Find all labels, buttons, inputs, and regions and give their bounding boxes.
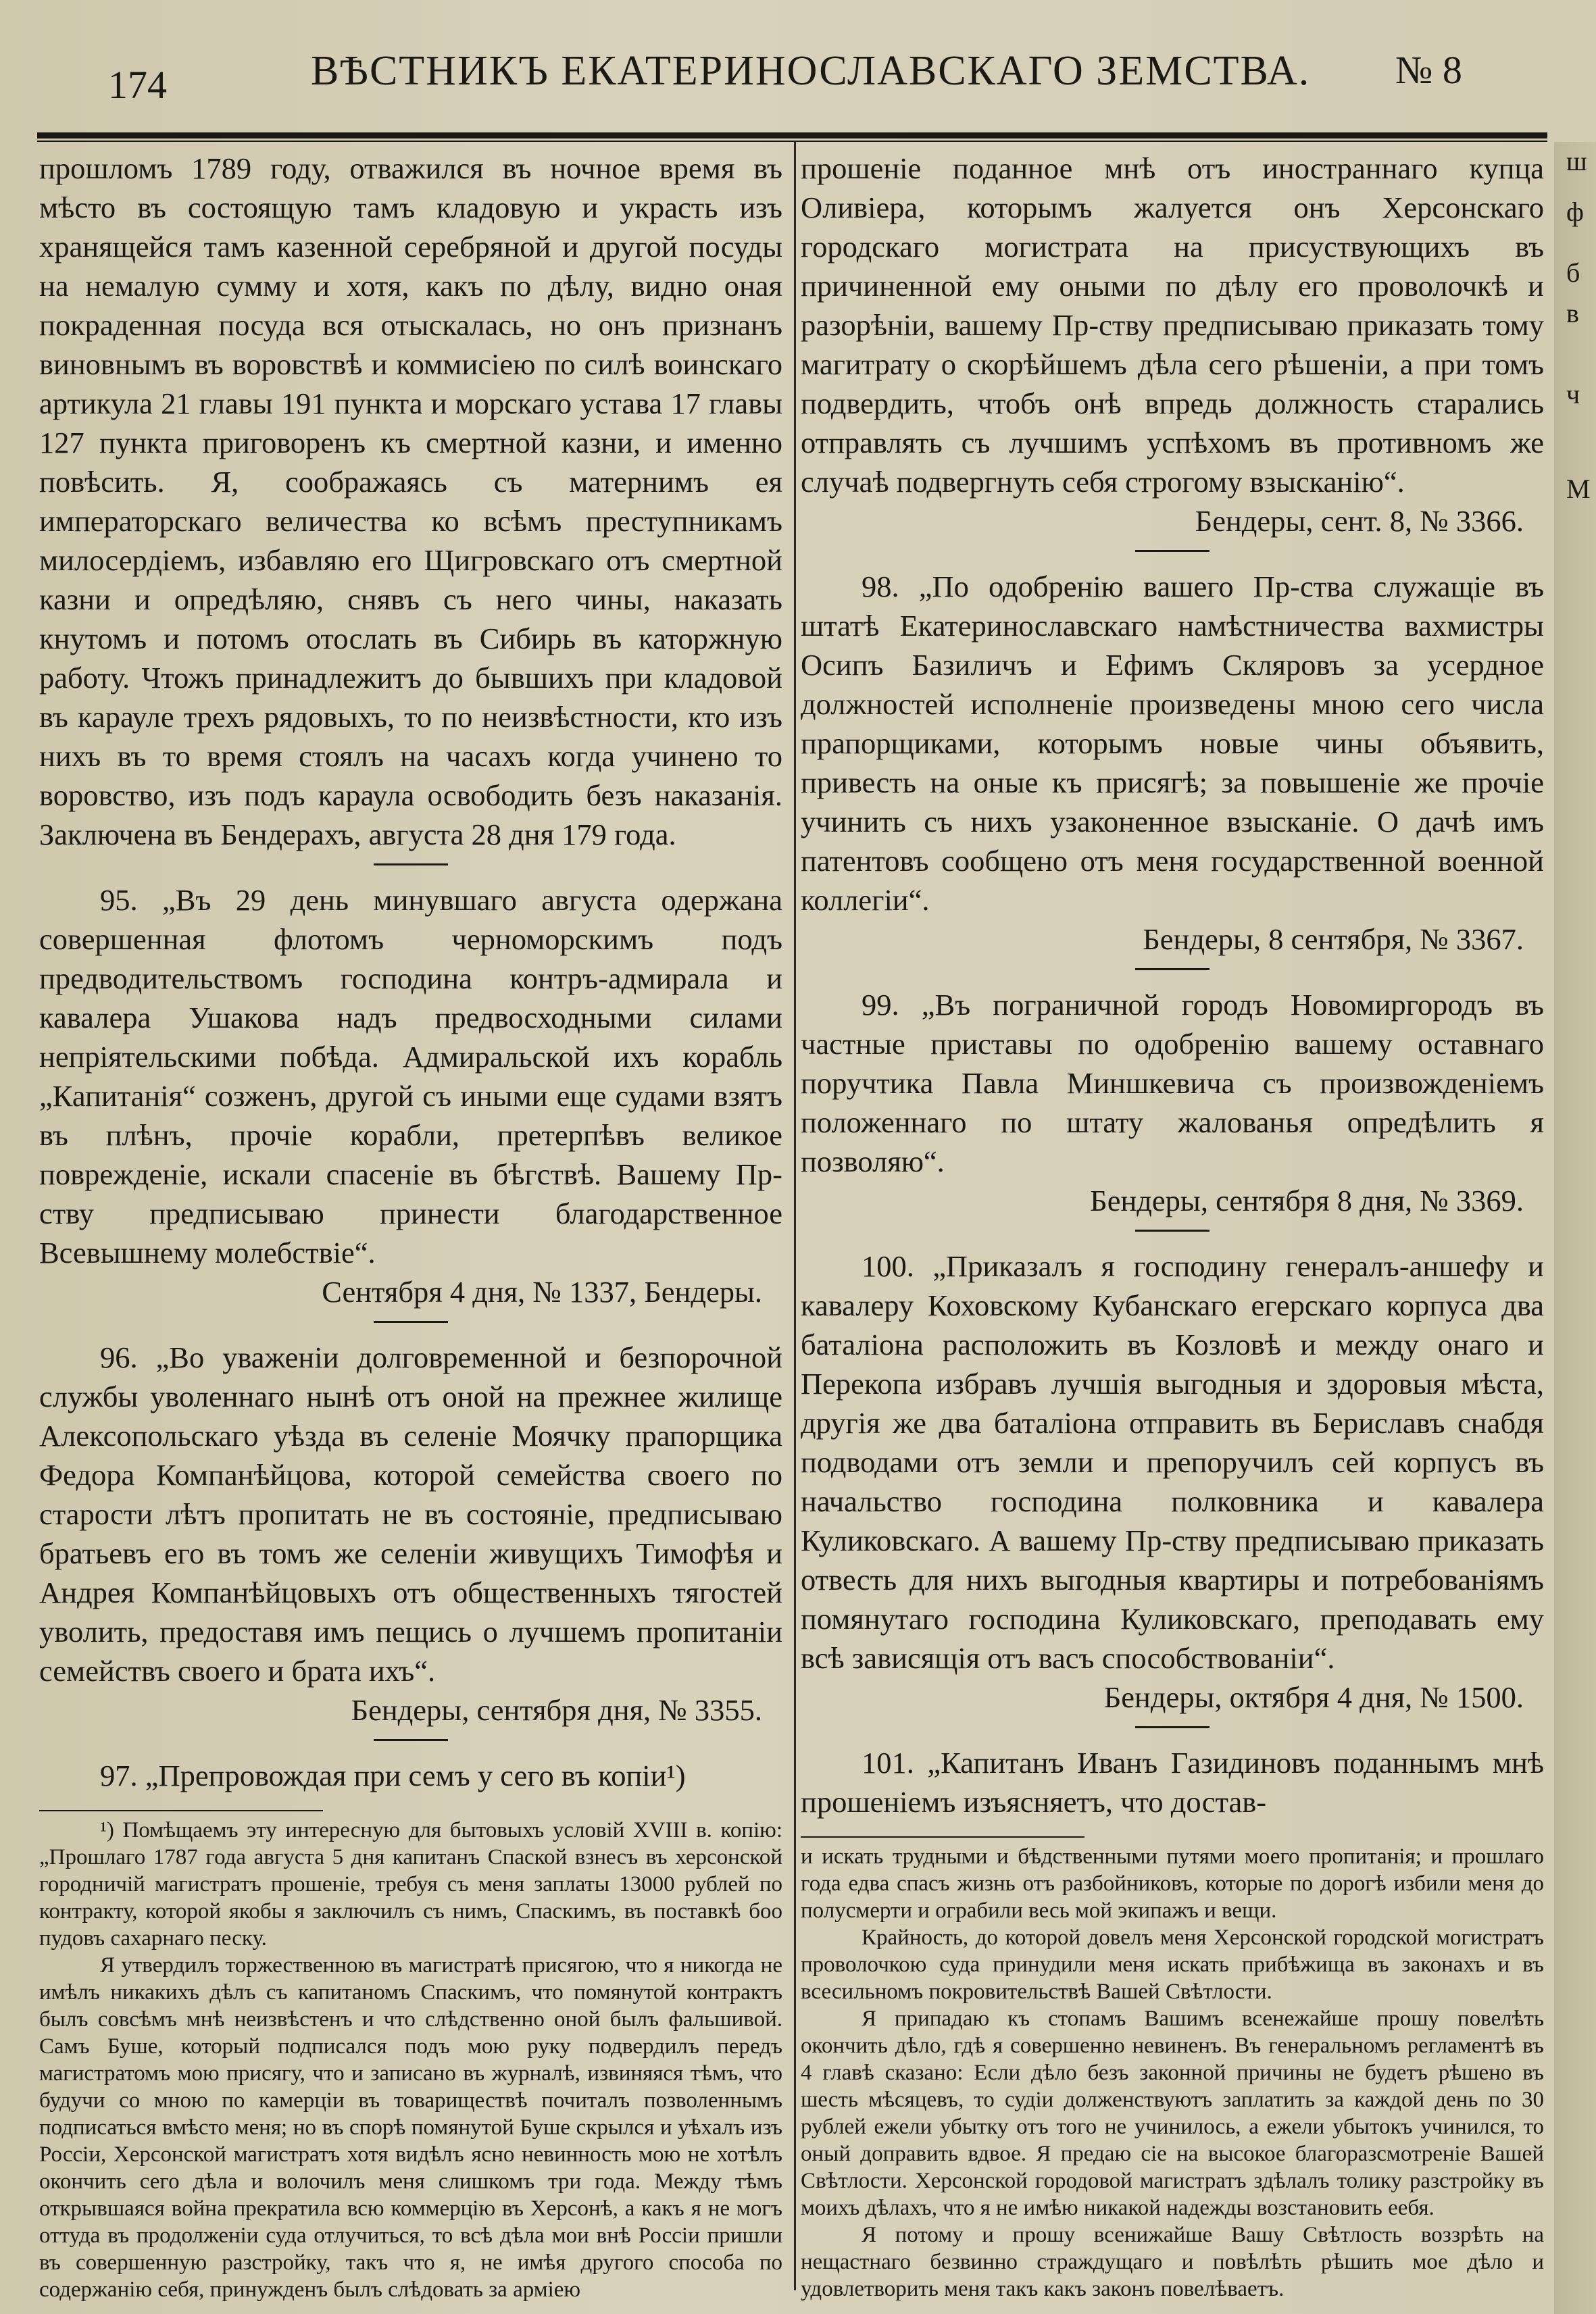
- article-96: 96. „Во уваженiи долговременной и безпорочной службы уволеннаго нынѣ отъ оной на прежнее жилище Алексопольскаго уѣзда въ селенiе Моячку прапорщика Федора Компанѣйцова, которой семейства своего по старости лѣтъ пропитать не въ состоянiе, предписываю братьевъ его въ томъ же селенiи живущихъ Тимофѣя и Андрея Компанѣйцовыхъ отъ общественныхъ тягостей уволить, предоставя имъ пещись о лучшемъ пропитанiи семействъ своего и брата ихъ“.: [39, 1340, 782, 1688]
- left-column: [39, 149, 782, 2303]
- footnote-right-4: Я потому и прошу всенижайше Вашу Свѣтлость воззрѣть на нещастнаго безвинно страждущаго и повѣлѣть рѣшить мое дѣло и удовлетворить меня такъ какъ законъ повелѣваетъ.: [801, 2223, 1544, 2301]
- footnote-rule: [39, 1810, 323, 1811]
- footnote-right-2: Крайность, до которой довелъ меня Херсонской городской могистратъ проволочкою суда принудили меня искать прибѣжища въ законахъ и въ всесильномъ покровительствѣ Вашей Свѣтлости.: [801, 1926, 1544, 2004]
- article-100-signature: Бендеры, октября 4 дня, № 1500.: [1103, 1680, 1524, 1714]
- footnote-right-3: Я припадаю къ стопамъ Вашимъ всенежайше прошу повелѣть окончить дѣло, гдѣ я совершенно невиненъ. Въ генеральномъ регламентѣ въ 4 главѣ сказано: Если дѣло безъ законной причины не будетъ рѣшено въ шесть мѣсяцевъ, то судiи долженствуютъ заплатить за каждой день по 30 рублей ежели убытку отъ того не учинилось, а ежели убытокъ учинился, то оный доправить вдвое. Я предаю сiе на высокое благоразсмотренiе Вашей Свѣтлости. Херсонской городовой магистратъ здѣлалъ толику разстройку въ моихъ дѣлахъ, что я не имѣю никакой надежды возстановить еебя.: [801, 2007, 1544, 2220]
- footnote-right-1: и искать трудными и бѣдственными путями моего пропитанiя; и прошлаго года едва спасъ жизнь отъ разбойниковъ, которые по дорогѣ избили меня до полусмерти и ограбили весь мой экипажъ и вещи.: [801, 1844, 1544, 1923]
- section-divider: [1135, 968, 1210, 970]
- right-column: [801, 149, 1544, 2303]
- section-divider: [374, 1739, 448, 1741]
- adjacent-page-edge: [1554, 142, 1596, 2314]
- header-rule-thin: [37, 141, 1547, 142]
- article-98-signature: Бендеры, 8 сентября, № 3367.: [1143, 922, 1524, 956]
- article-101: 101. „Капитанъ Иванъ Газидиновъ поданнымъ мнѣ прошенiемъ изъясняетъ, что достав-: [801, 1746, 1544, 1819]
- margin-letter: ф: [1566, 197, 1584, 227]
- footnote-left-2: Я утвердилъ торжественною въ магистратѣ присягою, что я никогда не имѣлъ никакихъ дѣлъ съ капитаномъ Спаскимъ, что помянутой контрактъ былъ совсѣмъ мнѣ неизвѣстенъ и что слѣдственно оной былъ фальшивой. Самъ Буше, который подписался подъ мою руку подвердилъ передъ магистратомъ мою присягу, что и записано въ журналѣ, извиняяся тѣмъ, что будучи со мною по камерцiи въ товариществѣ почиталъ позволеннымъ подписаться вмѣсто меня; но въ спорѣ помянутой Буше скрылся и уѣхалъ изъ Россiи, Херсонской магистратъ хотя видѣлъ ясно невинность мою не хотѣлъ окончить сего дѣла и волочилъ меня слишкомъ три года. Между тѣмъ открывшаяся война прекратила всю коммерцiю въ Херсонѣ, а какъ я не могъ оттуда въ продолженiи суда отлучиться, то всѣ дѣла мои внѣ Россiи пришли въ совершенную разстройку, такъ что я, не имѣя другого способа по содержанiю себя, принужденъ былъ слѣдовать за армiею: [39, 1953, 782, 2302]
- article-95: 95. „Въ 29 день минувшаго августа одержана совершенная флотомъ черноморскимъ подъ предводительствомъ господина контръ-адмирала и кавалера Ушакова надъ предвосходными силами непрiятельскими побѣда. Адмиральской ихъ корабль „Капитанiя“ созженъ, другой съ иными еще судами взятъ въ плѣнъ, прочiе корабли, претерпѣвъ великое поврежденiе, искали спасенiе въ бѣгствѣ. Вашему Пр-ству предписываю принести благодарственное Всевышнему молебствiе“.: [39, 883, 782, 1269]
- article-97: 97. „Препровождая при семъ у сего въ копiи¹): [100, 1759, 686, 1792]
- footnote-rule: [801, 1836, 1084, 1838]
- margin-letter: ш: [1566, 146, 1587, 176]
- article-99: 99. „Въ пограничной городъ Новомиргородъ въ частные приставы по одобренiю вашему оставнаго поручтика Павла Миншкевича съ произвожденiемъ положеннаго по штату жалованья опредѣлить я позволяю“.: [801, 988, 1544, 1178]
- margin-letter: М: [1566, 474, 1591, 504]
- article-97-continued: прошенiе поданное мнѣ отъ иностраннаго купца Оливiера, которымъ жалуется онъ Херсонскаго городскаго могистрата на присуствующихъ въ причиненной ему оными по дѣлу его проволочкѣ и разорѣнiи, вашему Пр-ству предписываю приказать тому магитрату о скорѣйшемъ дѣла сего рѣшенiи, а при томъ подвердить, чтобъ онѣ впредь должность старались отправлять съ лучшимъ успѣхомъ въ противномъ же случаѣ подвергнуть себя строгому взысканiю“.: [801, 151, 1544, 499]
- header-rule: [37, 132, 1547, 139]
- article-continued: прошломъ 1789 году, отважился въ ночное время въ мѣсто въ состоящую тамъ кладовую и украсть изъ хранящейся тамъ казенной серебряной и другой посуды на немалую сумму и хотя, какъ по дѣлу, видно оная покраденная посуда вся отыскалась, но онъ признанъ виновнымъ въ воровствѣ и коммисiею по силѣ воинскаго артикула 21 главы 191 пункта и морскаго устава 17 главы 127 пункта приговоренъ къ смертной казни, и именно повѣсить. Я, соображаясь съ матернимъ ея императорскаго величества ко всѣмъ преступникамъ милосердiемъ, избавляю его Щигровскаго отъ смертной казни и опредѣляю, снявъ съ него чины, наказать кнутомъ и потомъ отослать въ Сибирь въ каторжную работу. Чтожъ принадлежитъ до бывшихъ при кладовой въ карауле трехъ рядовыхъ, то по неизвѣстности, кто изъ нихъ въ то время стоялъ на часахъ когда учинено то воровство, изъ подъ караула освободить безъ наказанiя. Заключена въ Бендерахъ, августа 28 дня 179 года.: [39, 151, 782, 851]
- footnote-left-1: ¹) Помѣщаемъ эту интересную для бытовыхъ условiй XVIII в. копiю: „Прошлаго 1787 года августа 5 дня капитанъ Спаской взнесъ въ херсонской городничiй магистратъ прошенiе, требуя съ меня заплаты 13000 рублей по контракту, которой якобы я заключилъ съ нимъ, Спаскимъ, въ поставкѣ бoo пудовъ сахарнаго песку.: [39, 1818, 782, 1951]
- article-96-signature: Бендеры, сентября дня, № 3355.: [351, 1693, 762, 1727]
- column-divider: [794, 142, 796, 2290]
- article-99-signature: Бендеры, сентября 8 дня, № 3369.: [1090, 1184, 1524, 1217]
- section-divider: [1135, 1230, 1210, 1232]
- article-100: 100. „Приказалъ я господину генералъ-аншефу и кавалеру Коховскому Кубанскаго егерскаго корпуса два баталiона расположить въ Козловѣ и между онаго и Перекопа избравъ лучшiя выгодныя и здоровыя мѣста, другiя же два баталiона отправить въ Бериславъ снабдя подводами отъ земли и препоручилъ сей корпусъ въ начальство господина полковника и кавалера Куликовскаго. А вашему Пр-ству предписываю приказать отвесть для нихъ выгодныя квартиры и потребованiямъ помянутаго господина Куликовскаго, преподавать ему всѣ зависящiя отъ васъ способствованiи“.: [801, 1249, 1544, 1675]
- margin-letter: б: [1566, 257, 1580, 288]
- section-divider: [374, 863, 448, 865]
- journal-title: ВѢСТНИКЪ ЕКАТЕРИНОСЛАВСКАГО ЗЕМСТВА.: [311, 48, 1311, 94]
- article-97-signature: Бендеры, сент. 8, № 3366.: [1195, 504, 1524, 538]
- page-number: 174: [108, 63, 167, 107]
- issue-number: № 8: [1395, 48, 1462, 92]
- section-divider: [1135, 1726, 1210, 1728]
- article-98: 98. „По одобренiю вашего Пр-ства служащiе въ штатѣ Екатеринославскаго намѣстничества вахмистры Осипъ Базиличъ и Ефимъ Скляровъ за усердное должностей исполненiе произведены мною сего числа прапорщиками, которымъ новые чины объявить, привесть на оные къ присягѣ; за повышенiе же прочiе учинить съ нихъ узаконенное взысканiе. О дачѣ имъ патентовъ сообщено отъ меня государственной военной коллегiи“.: [801, 570, 1544, 917]
- article-95-signature: Сентября 4 дня, № 1337, Бендеры.: [322, 1275, 762, 1309]
- margin-letter: ч: [1566, 379, 1580, 409]
- margin-letter: в: [1566, 298, 1579, 328]
- section-divider: [374, 1321, 448, 1323]
- section-divider: [1135, 550, 1210, 552]
